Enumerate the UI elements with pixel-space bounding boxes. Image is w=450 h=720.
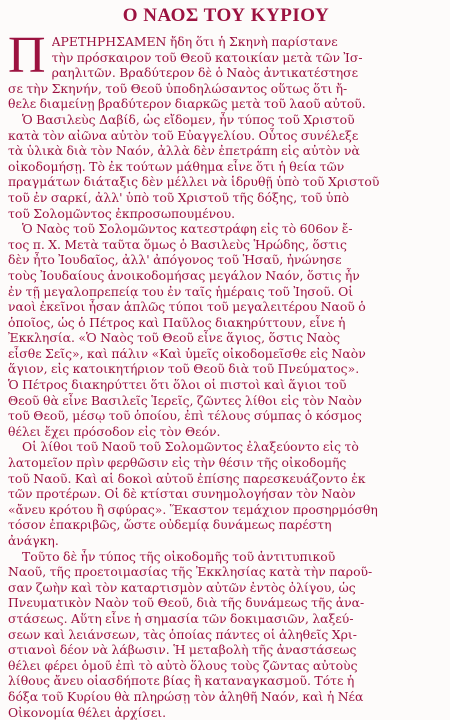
- text-line: Ἐκκλησία. «Ὁ Ναὸς τοῦ Θεοῦ εἶνε ἅγιος, ὅστις Ναὸς: [8, 330, 341, 346]
- text-line: λίθους ἄνευ οἱασδήποτε βίας ἢ καταναγκασμοῦ. Τότε ἡ: [8, 673, 355, 689]
- text-line: τοῦ Σολομῶντος ἐκπροσωπουμένου.: [8, 205, 236, 221]
- text-line: σε τὴν Σκηνήν, τοῦ Θεοῦ ὑποδηλώσαντος οὕτως ὅτι ἤ-: [8, 80, 348, 96]
- paragraph: [8, 549, 444, 720]
- text-line: σαν ζωὴν καὶ τὸν καταρτισμὸν αὐτῶν ἐντὸς ὀλίγου, ὡς: [8, 579, 356, 595]
- text-line: σεων καὶ λειάνσεων, τὰς ὁποίας πάντες οἱ ἀληθεῖς Χρι-: [8, 626, 357, 642]
- text-line: τος π. Χ. Μετὰ ταῦτα ὅμως ὁ Βασιλεὺς Ἡρώδης, ὅστις: [8, 236, 347, 252]
- text-line: ναοὶ ἐκεῖνοι ἦσαν ἁπλῶς τύποι τοῦ μεγαλειτέρου Ναοῦ ὁ: [8, 299, 366, 315]
- text-line: ἀνάγκη.: [8, 533, 59, 548]
- text-line: θελε διαμείνῃ βραδύτερον διαρκῶς μετὰ τοῦ λαοῦ αὐτοῦ.: [8, 96, 366, 112]
- text-line: πραγμάτων διάταξις δὲν μέλλει νὰ ἱδρυθῇ ὑπὸ τοῦ Χριστοῦ: [8, 174, 380, 190]
- text-line: Πνευματικὸν Ναὸν τοῦ Θεοῦ, διὰ τῆς δυνάμεως τῆς ἀνα-: [8, 595, 365, 611]
- text-line: τοῦ Ναοῦ. Καὶ αἱ δοκοὶ αὐτοῦ ἐπίσης παρεσκευάζοντο ἐκ: [8, 470, 366, 486]
- paragraph: [8, 221, 444, 439]
- text-line: ἅγιον, εἰς κατοικητήριον τοῦ Θεοῦ διὰ τοῦ Πνεύματος».: [8, 361, 360, 377]
- drop-cap: Π: [8, 27, 46, 84]
- text-line: ΑΡΕΤΗΡΗΣΑΜΕΝ ἤδη ὅτι ἡ Σκηνὴ παρίστανε: [51, 34, 338, 49]
- text-line: Ναοῦ, τῆς προετοιμασίας τῆς Ἐκκλησίας κατὰ τὴν παροῦ-: [8, 564, 373, 580]
- text-line: τόσον ἐπακριβῶς, ὥστε οὐδεμίᾳ δυνάμεως παρέστη: [8, 517, 332, 533]
- text-line: Ὁ Ναὸς τοῦ Σολομῶντος κατεστράφη εἰς τὸ 606ον ἔ-: [22, 221, 353, 237]
- text-line: θέλει φέρει ὁμοῦ ἐπὶ τὸ αὐτὸ ὅλους τοὺς ζῶντας αὐτοὺς: [8, 657, 358, 673]
- text-line: τῶν προτέρων. Οἱ δὲ κτίσται συνημολογήσαν τὸν Ναὸν: [8, 486, 356, 502]
- text-line: Τοῦτο δὲ ἦν τύπος τῆς οἰκοδομῆς τοῦ ἀντιτυπικοῦ: [22, 548, 336, 564]
- text-line: στάσεως. Αὕτη εἶνε ἡ σημασία τῶν δοκιμασιῶν, λαξεύ-: [8, 610, 354, 626]
- text-line: τὴν πρόσκαιρον τοῦ Θεοῦ κατοικίαν μετὰ τῶν Ἰσ-: [51, 49, 363, 65]
- text-line: τοῦ ἐν σαρκί, ἀλλ' ὑπὸ τοῦ Χριστοῦ τῆς δόξης, τοῦ ὑπὸ: [8, 189, 350, 205]
- article-body: [8, 27, 444, 720]
- text-line: ἐν τῇ μεγαλοπρεπείᾳ του ἐν ταῖς ἡμέραις τοῦ Ἰησοῦ. Οἱ: [8, 283, 354, 299]
- paragraph: [8, 27, 444, 112]
- text-line: «ἄνευ κρότου ἢ σφύρας». Ἕκαστον τεμάχιον προσηρμόσθη: [8, 501, 378, 517]
- text-line: Ὁ Βασιλεὺς Δαβίδ, ὡς εἴδομεν, ἦν τύπος τοῦ Χριστοῦ: [22, 111, 355, 127]
- text-line: Οἱ λίθοι τοῦ Ναοῦ τοῦ Σολομῶντος ἐλαξεύοντο εἰς τὸ: [22, 439, 359, 455]
- text-line: κατὰ τὸν αἰῶνα αὐτὸν τοῦ Εὐαγγελίου. Οὗτος συνέλεξε: [8, 127, 359, 143]
- text-line: δὲν ἦτο Ἰουδαῖος, ἀλλ' ἀπόγονος τοῦ Ἡσαῦ, ἠνώνησε: [8, 252, 342, 268]
- text-line: Οἰκονομία θέλει ἀρχίσει.: [8, 704, 167, 720]
- text-line: Θεοῦ θὰ εἶνε Βασιλεῖς Ἱερεῖς, ζῶντες λίθοι εἰς τὸν Ναὸν: [8, 392, 362, 408]
- text-line: ὁποῖος, ὡς ὁ Πέτρος καὶ Παῦλος διακηρύττουν, εἶνε ἡ: [8, 314, 346, 330]
- text-line: ραηλιτῶν. Βραδύτερον δὲ ὁ Ναὸς ἀντικατέστησε: [51, 65, 359, 81]
- text-line: λατομεῖον πρὶν φερθῶσιν εἰς τὴν θέσιν τῆς οἰκοδομῆς: [8, 455, 347, 471]
- text-line: θέλει ἔχει πρόσοδον εἰς τὸν Θεόν.: [8, 423, 221, 439]
- text-line: τὰ ὑλικὰ διὰ τὸν Ναόν, ἀλλὰ δὲν ἐπετράπη εἰς αὐτὸν νὰ: [8, 143, 360, 159]
- text-line: δόξα τοῦ Κυρίου θὰ πληρώσῃ τὸν ἀληθῆ Ναόν, καὶ ἡ Νέα: [8, 688, 364, 704]
- text-line: τοῦ Θεοῦ, μέσῳ τοῦ ὁποίου, ἐπὶ τέλους σύμπας ὁ κόσμος: [8, 408, 362, 424]
- page-title: Ο ΝΑΟΣ ΤΟΥ ΚΥΡΙΟΥ: [122, 5, 330, 26]
- text-line: στιανοὶ δέον νὰ λάβωσιν. Ἡ μεταβολὴ τῆς ἀναστάσεως: [8, 642, 357, 658]
- text-line: οἰκοδομήσῃ. Τὸ ἐκ τούτων μάθημα εἶνε ὅτι ἡ θεία τῶν: [8, 158, 345, 174]
- paragraph: [8, 439, 444, 548]
- text-line: τοὺς Ἰουδαίους ἀνοικοδομήσας μεγάλον Ναόν, ὅστις ἦν: [8, 267, 360, 283]
- text-line: εἶσθε Σεῖς», καὶ πάλιν «Καὶ ὑμεῖς οἰκοδομεῖσθε εἰς Ναὸν: [8, 345, 366, 361]
- paragraph: [8, 112, 444, 221]
- text-line: Ὁ Πέτρος διακηρύττει ὅτι ὅλοι οἱ πιστοὶ καὶ ἅγιοι τοῦ: [8, 377, 347, 393]
